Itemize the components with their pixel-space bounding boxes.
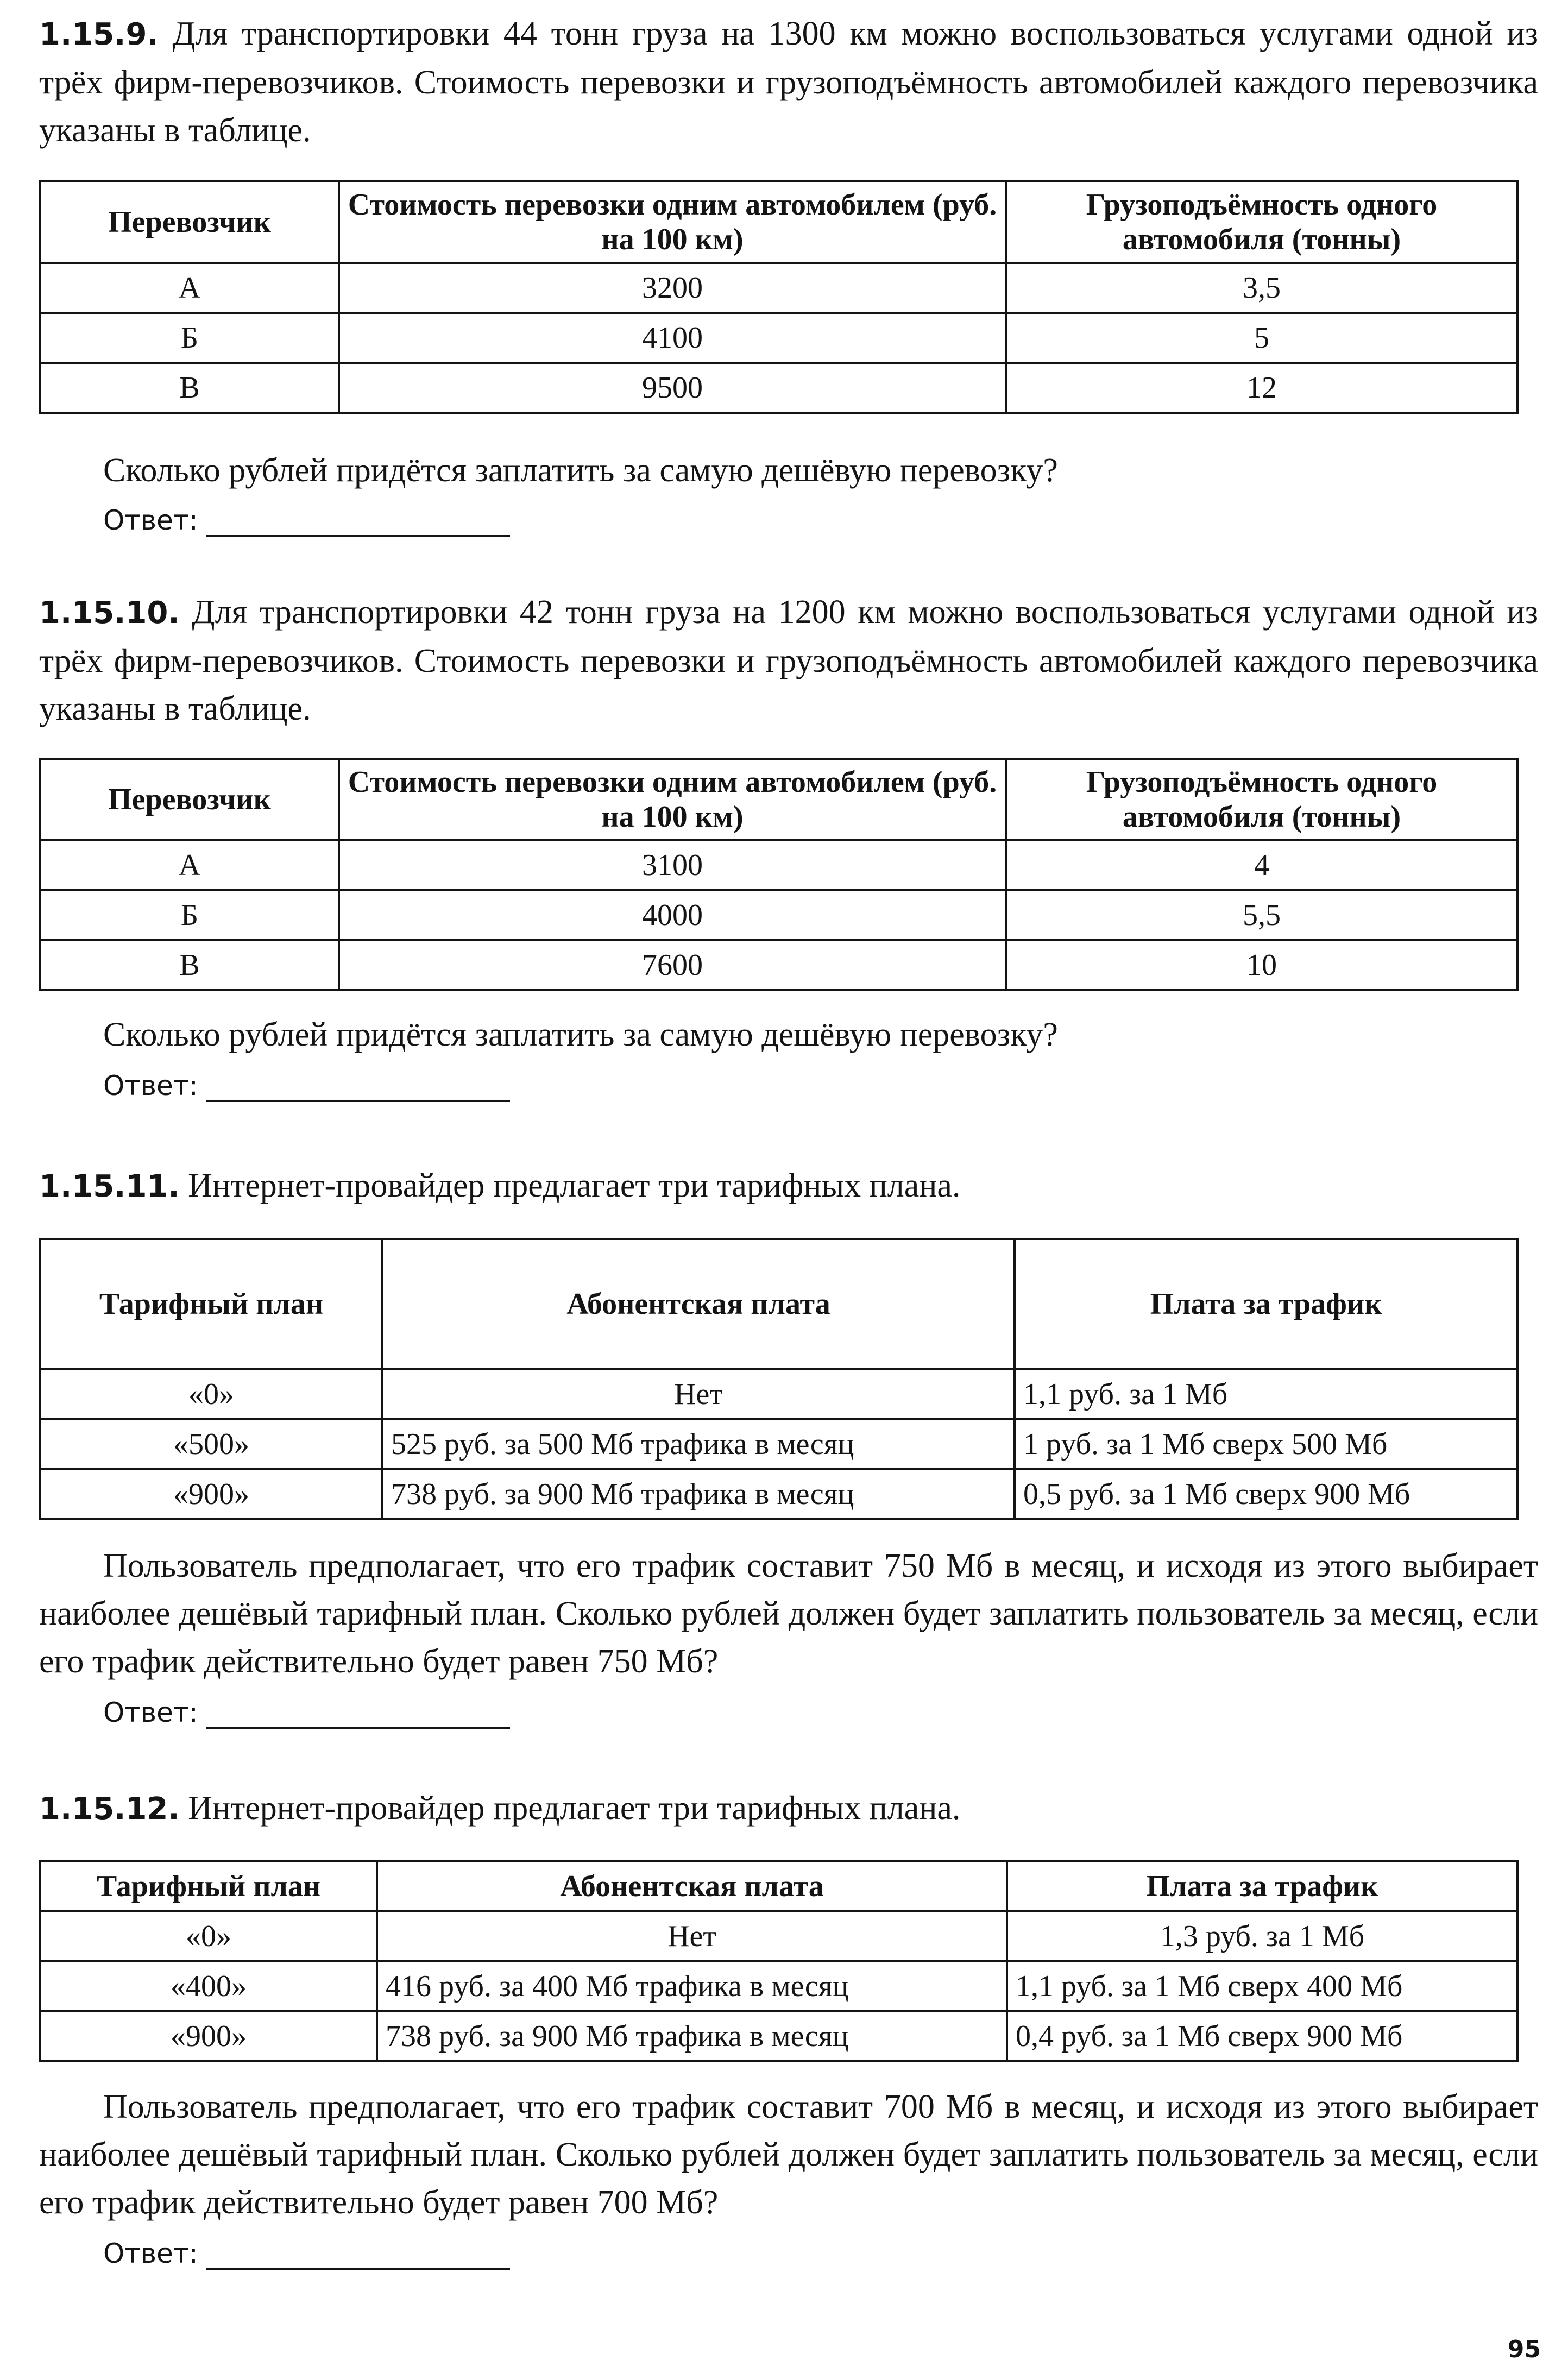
header-cost: Стоимость перевозки одним автомобилем (руб. на 100 км) [339,181,1006,263]
problem-1-15-10 [39,588,1538,1102]
problem-statement [39,10,1538,154]
table-cell: А [40,840,339,890]
table-cell: 4000 [339,890,1006,940]
table-cell: «0» [40,1369,382,1419]
answer-label: Ответ: [103,1697,198,1728]
table-cell: 1,3 руб. за 1 Мб [1007,1911,1517,1961]
problem-text: Для транспортировки 44 тонн груза на 1300 км можно воспользоваться услугами одной из трёх фирм-перевозчиков. Стоимость перевозки и грузоподъёмность автомобилей каждого перевозчика указаны в таблице. [39,15,1539,149]
table-row [40,313,1517,363]
table-cell: 12 [1006,363,1517,413]
table-cell: В [40,940,339,990]
table-cell: 525 руб. за 500 Мб трафика в месяц [382,1419,1015,1469]
answer-label: Ответ: [103,2238,198,2269]
answer-blank[interactable] [206,1705,510,1729]
table-cell: 3200 [339,263,1006,313]
table-cell: 1,1 руб. за 1 Мб [1015,1369,1517,1419]
table-cell: 416 руб. за 400 Мб трафика в месяц [377,1961,1007,2011]
header-traffic: Плата за трафик [1007,1861,1517,1911]
table-row [40,1961,1517,2011]
answer-blank[interactable] [206,1079,510,1102]
tariff-table [39,1238,1519,1520]
problem-number: 1.15.12. [39,1791,180,1827]
header-plan: Тарифный план [40,1239,382,1369]
table-cell: 738 руб. за 900 Мб трафика в месяц [382,1469,1015,1519]
table-cell: 0,5 руб. за 1 Мб сверх 900 Мб [1015,1469,1517,1519]
table-cell: 5 [1006,313,1517,363]
table-cell: 3,5 [1006,263,1517,313]
table-cell: «0» [40,1911,377,1961]
table-row [40,1911,1517,1961]
table-cell: 4 [1006,840,1517,890]
answer-row [39,1069,1538,1102]
table-row [40,1469,1517,1519]
carrier-table [39,180,1519,414]
table-cell: Нет [377,1911,1007,1961]
problem-text: Для транспортировки 42 тонн груза на 1200 км можно воспользоваться услугами одной из трёх фирм-перевозчиков. Стоимость перевозки и грузоподъёмность автомобилей каждого перевозчика указаны в таблице. [39,594,1538,727]
problem-statement [39,588,1538,733]
answer-blank[interactable] [206,513,510,537]
table-header-row [40,1861,1517,1911]
table-cell: В [40,363,339,413]
question-text: Пользователь предполагает, что его трафик составит 750 Мб в месяц, и исходя из этого выбирает наиболее дешёвый тарифный план. Сколько рублей должен будет заплатить пользователь за месяц, если его трафик действительно будет равен 750 Мб? [39,1547,1538,1680]
table-cell: Нет [382,1369,1015,1419]
table-cell: 0,4 руб. за 1 Мб сверх 900 Мб [1007,2011,1517,2061]
table-cell: «900» [40,1469,382,1519]
tariff-table [39,1860,1519,2062]
table-cell: «500» [40,1419,382,1469]
problem-number: 1.15.11. [39,1169,180,1204]
header-capacity: Грузоподъёмность одного автомобиля (тонны) [1006,181,1517,263]
table-cell: 1,1 руб. за 1 Мб сверх 400 Мб [1007,1961,1517,2011]
table-row [40,263,1517,313]
table-row [40,940,1517,990]
table-cell: А [40,263,339,313]
table-cell: 7600 [339,940,1006,990]
problem-1-15-12 [39,1784,1538,2270]
table-cell: 1 руб. за 1 Мб сверх 500 Мб [1015,1419,1517,1469]
table-cell: 5,5 [1006,890,1517,940]
problem-text: Интернет-провайдер предлагает три тарифных плана. [188,1790,961,1827]
table-header-row [40,181,1517,263]
problem-text: Интернет-провайдер предлагает три тарифных плана. [188,1167,961,1204]
problem-number: 1.15.9. [39,17,159,52]
table-row [40,1369,1517,1419]
table-header-row [40,1239,1517,1369]
answer-blank[interactable] [206,2246,510,2270]
header-capacity: Грузоподъёмность одного автомобиля (тонны) [1006,759,1517,840]
table-cell: Б [40,313,339,363]
problem-statement [39,1162,1538,1211]
table-cell: 3100 [339,840,1006,890]
header-cost: Стоимость перевозки одним автомобилем (руб. на 100 км) [339,759,1006,840]
problem-1-15-9 [39,10,1538,537]
table-row [40,2011,1517,2061]
table-header-row [40,759,1517,840]
table-row [40,890,1517,940]
header-fee: Абонентская плата [377,1861,1007,1911]
page-number: 95 [1507,2336,1541,2363]
table-row [40,1419,1517,1469]
table-cell: «900» [40,2011,377,2061]
table-row [40,363,1517,413]
header-plan: Тарифный план [40,1861,377,1911]
table-cell: 4100 [339,313,1006,363]
question-text: Сколько рублей придётся заплатить за самую дешёвую перевозку? [103,1016,1058,1053]
header-carrier: Перевозчик [40,181,339,263]
problem-number: 1.15.10. [39,595,180,631]
header-carrier: Перевозчик [40,759,339,840]
answer-row [39,504,1538,537]
question-text: Сколько рублей придётся заплатить за самую дешёвую перевозку? [103,452,1058,489]
problem-1-15-11 [39,1162,1538,1729]
table-cell: 9500 [339,363,1006,413]
answer-label: Ответ: [103,1070,198,1101]
header-traffic: Плата за трафик [1015,1239,1517,1369]
carrier-table [39,758,1519,991]
table-row [40,840,1517,890]
answer-label: Ответ: [103,505,198,536]
problem-statement [39,1784,1538,1833]
answer-row [39,1696,1538,1729]
table-cell: 10 [1006,940,1517,990]
answer-row [39,2237,1538,2270]
table-cell: «400» [40,1961,377,2011]
table-cell: 738 руб. за 900 Мб трафика в месяц [377,2011,1007,2061]
question-text: Пользователь предполагает, что его трафик составит 700 Мб в месяц, и исходя из этого выбирает наиболее дешёвый тарифный план. Сколько рублей должен будет заплатить пользователь за месяц, если его трафик действительно будет равен 700 Мб? [39,2088,1538,2221]
table-cell: Б [40,890,339,940]
header-fee: Абонентская плата [382,1239,1015,1369]
